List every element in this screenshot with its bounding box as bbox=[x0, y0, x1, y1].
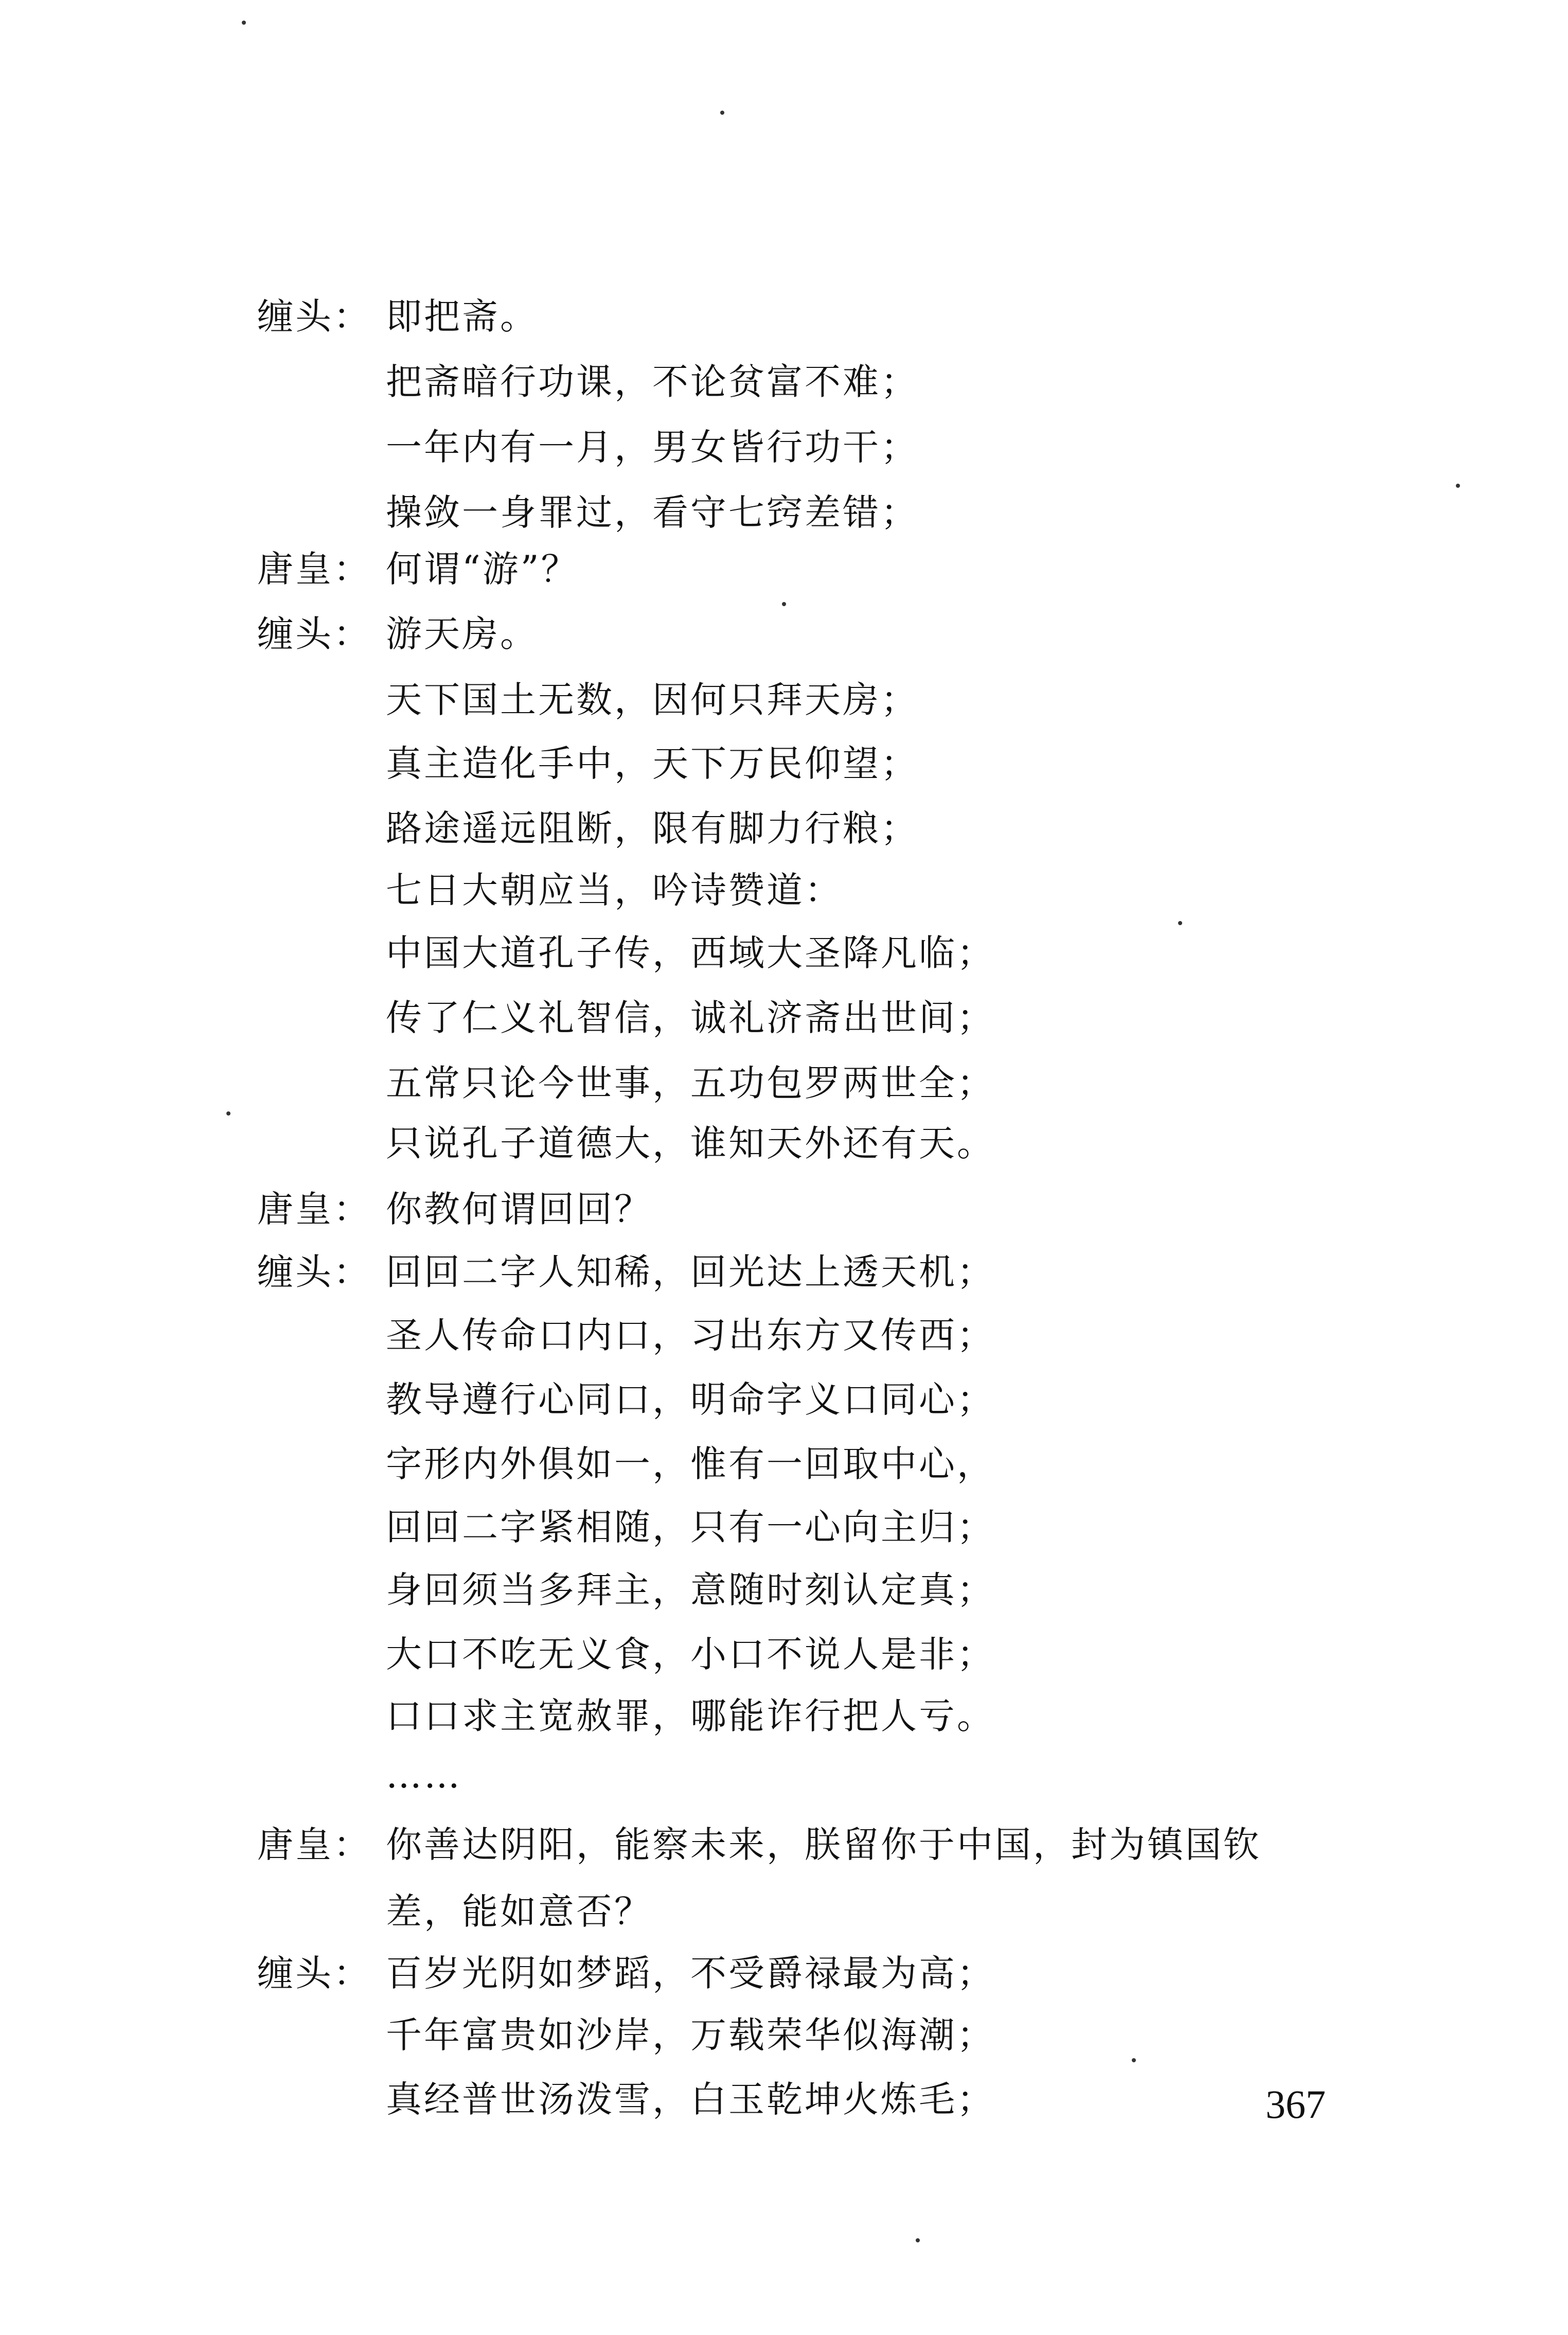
line-text: 即把斋。 bbox=[386, 295, 538, 338]
line-text: 身回须当多拜主，意随时刻认定真； bbox=[386, 1569, 995, 1611]
line-text: 把斋暗行功课，不论贫富不难； bbox=[386, 361, 919, 403]
line-text: 只说孔子道德大，谁知天外还有天。 bbox=[386, 1122, 995, 1164]
speaker-label: 唐皇： bbox=[257, 1188, 371, 1230]
speaker-label: 缠头： bbox=[257, 1251, 371, 1293]
speaker-label: 缠头： bbox=[257, 1952, 371, 1994]
line-text: 中国大道孔子传，西域大圣降凡临； bbox=[386, 932, 995, 974]
scan-speck bbox=[720, 111, 724, 115]
dialogue-line bbox=[257, 1942, 995, 2004]
verse-line bbox=[257, 1685, 995, 1747]
verse-line bbox=[257, 733, 919, 794]
verse-line bbox=[257, 798, 919, 859]
line-text: 回回二字紧相随，只有一心向主归； bbox=[386, 1506, 995, 1548]
line-text: 字形内外俱如一，惟有一回取中心， bbox=[386, 1443, 995, 1485]
scan-speck bbox=[916, 2238, 920, 2242]
verse-line bbox=[257, 669, 919, 731]
verse-line bbox=[257, 1304, 995, 1366]
verse-line bbox=[257, 1744, 462, 1806]
verse-line bbox=[257, 482, 919, 543]
verse-line bbox=[257, 416, 919, 478]
verse-line bbox=[257, 1112, 995, 1174]
scan-speck bbox=[1178, 921, 1182, 925]
dialogue-line bbox=[257, 1178, 652, 1240]
verse-line bbox=[257, 1623, 995, 1685]
line-text: 教导遵行心同口，明命字义口同心； bbox=[386, 1378, 995, 1421]
speaker-label: 缠头： bbox=[257, 295, 371, 338]
line-text: 大口不吃无义食，小口不说人是非； bbox=[386, 1633, 995, 1675]
line-text: 差，能如意否？ bbox=[386, 1890, 652, 1933]
line-text: 传了仁义礼智信，诚礼济斋出世间； bbox=[386, 997, 995, 1039]
line-text: 真经普世汤泼雪，白玉乾坤火炼毛； bbox=[386, 2078, 995, 2120]
verse-line bbox=[257, 1881, 652, 1942]
line-text: 路途遥远阻断，限有脚力行粮； bbox=[386, 807, 919, 850]
dialogue-line bbox=[257, 1241, 995, 1303]
verse-line bbox=[257, 1369, 995, 1430]
line-text: 真主造化手中，天下万民仰望； bbox=[386, 742, 919, 785]
line-text: 何谓“游”？ bbox=[386, 548, 579, 590]
line-text: 天下国土无数，因何只拜天房； bbox=[386, 679, 919, 721]
verse-line bbox=[257, 1433, 995, 1495]
line-text: 一年内有一月，男女皆行功干； bbox=[386, 426, 919, 468]
scan-speck bbox=[1456, 484, 1460, 488]
verse-line bbox=[257, 859, 843, 921]
line-text: 回回二字人知稀，回光达上透天机； bbox=[386, 1251, 995, 1293]
scan-speck bbox=[782, 602, 786, 606]
line-text: 百岁光阴如梦蹈，不受爵禄最为高； bbox=[386, 1952, 995, 1994]
line-text: 圣人传命口内口，习出东方又传西； bbox=[386, 1314, 995, 1356]
line-text: 你教何谓回回？ bbox=[386, 1188, 652, 1230]
dialogue-line bbox=[257, 603, 538, 665]
line-text: 操敛一身罪过，看守七窍差错； bbox=[386, 491, 919, 534]
line-text: 七日大朝应当，吟诗赞道： bbox=[386, 869, 843, 911]
speaker-label: 唐皇： bbox=[257, 548, 371, 590]
dialogue-line bbox=[257, 538, 579, 600]
line-text: 五常只论今世事，五功包罗两世全； bbox=[386, 1062, 995, 1104]
verse-line bbox=[257, 2004, 995, 2066]
verse-line bbox=[257, 922, 995, 984]
verse-line bbox=[257, 1496, 995, 1558]
verse-line bbox=[257, 1052, 995, 1114]
dialogue-line bbox=[257, 1814, 1261, 1876]
verse-line bbox=[257, 987, 995, 1049]
line-text: 口口求主宽赦罪，哪能诈行把人亏。 bbox=[386, 1695, 995, 1737]
scan-speck bbox=[1132, 2058, 1136, 2062]
dialogue-line bbox=[257, 286, 538, 347]
line-text: …… bbox=[386, 1754, 462, 1796]
verse-line bbox=[257, 1559, 995, 1621]
line-text: 你善达阴阳，能察未来，朕留你于中国，封为镇国钦 bbox=[386, 1824, 1261, 1866]
scan-speck bbox=[242, 21, 246, 25]
speaker-label: 唐皇： bbox=[257, 1824, 371, 1866]
scan-speck bbox=[226, 1111, 230, 1116]
speaker-label: 缠头： bbox=[257, 613, 371, 655]
page-number: 367 bbox=[1266, 2082, 1326, 2127]
line-text: 游天房。 bbox=[386, 613, 538, 655]
verse-line bbox=[257, 351, 919, 413]
verse-line bbox=[257, 2068, 995, 2130]
line-text: 千年富贵如沙岸，万载荣华似海潮； bbox=[386, 2014, 995, 2056]
